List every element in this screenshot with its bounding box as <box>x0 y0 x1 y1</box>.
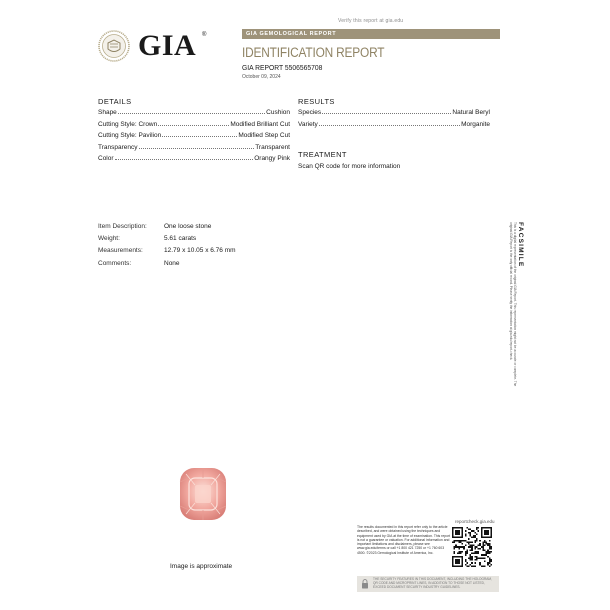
result-label: Species <box>298 109 322 116</box>
leader-dots <box>158 121 229 126</box>
detail-value: Modified Step Cut <box>238 132 290 140</box>
result-label: Variety <box>298 120 318 128</box>
results-list <box>298 109 490 132</box>
details-row <box>98 144 290 156</box>
details-row <box>98 155 290 167</box>
details-list <box>98 109 290 167</box>
detail-label: Color <box>98 155 114 163</box>
result-value: Morganite <box>461 120 490 128</box>
facsimile-title: FACSIMILE <box>517 222 524 268</box>
info-label: Measurements: <box>98 247 143 255</box>
details-row <box>98 121 290 133</box>
info-label: Comments: <box>98 259 132 267</box>
gia-seal-icon <box>98 30 130 62</box>
security-strip <box>357 576 499 592</box>
info-label: Weight: <box>98 235 120 243</box>
info-value: 5.61 carats <box>164 235 197 243</box>
info-value: One loose stone <box>164 223 212 230</box>
details-row <box>98 132 290 144</box>
info-row <box>98 223 236 235</box>
leader-dots <box>322 109 451 114</box>
results-row <box>298 109 490 121</box>
leader-dots <box>319 121 460 126</box>
facsimile-notice <box>498 222 524 390</box>
leader-dots <box>115 155 254 160</box>
detail-label: Cutting Style: Crown <box>98 120 158 128</box>
detail-value: Orangy Pink <box>254 155 290 163</box>
detail-value: Cushion <box>266 109 290 116</box>
security-text: THE SECURITY FEATURES IN THIS DOCUMENT, INCLUDING THE HOLOGRAM, QR CODE AND MICROPRINT LINES, IN ADDITION TO THOSE NOT LISTED, EXCEED DOCUMENT SECURITY INDUSTRY GUIDELINES. <box>373 577 492 589</box>
gia-wordmark: GIA <box>138 29 197 62</box>
lock-icon <box>361 579 369 589</box>
info-row <box>98 260 236 272</box>
info-value: None <box>164 259 180 267</box>
report-banner: GIA GEMOLOGICAL REPORT <box>242 29 500 39</box>
report-check-url[interactable]: reportcheck.gia.edu <box>455 519 495 524</box>
detail-label: Transparency <box>98 143 138 151</box>
facsimile-body: This is a digital representation of the original GIA Report. This representation might not be accurate or complete. The original GIA Report is the only official record. Please verify the information at gia.edu/report-check. <box>509 222 517 387</box>
registered-mark: ® <box>202 32 207 38</box>
details-heading: DETAILS <box>98 97 132 106</box>
footer-fine-print: The results documented in this report refer only to the article described, and were obtained using the techniques and equipment used by GIA at the time of examination. This report is not a guarantee or valuation. For additional information and important limitations and disclaimers, please see www.gia.edu/terms or call +1 800 421 7250 or +1 760 603 4500. ©2023 Gemological Institute of America, Inc. <box>357 525 451 555</box>
results-row <box>298 121 490 133</box>
details-row <box>98 109 290 121</box>
leader-dots <box>162 132 237 137</box>
gia-logo <box>98 30 208 62</box>
result-value: Natural Beryl <box>452 109 490 116</box>
image-caption: Image is approximate <box>170 563 233 570</box>
info-row <box>98 247 236 259</box>
leader-dots <box>118 109 265 114</box>
gem-image <box>178 466 228 522</box>
treatment-heading: TREATMENT <box>298 150 347 159</box>
report-date: October 09, 2024 <box>242 74 281 80</box>
verify-note: Verify this report at gia.edu <box>338 18 404 24</box>
info-value: 12.79 x 10.05 x 6.76 mm <box>164 247 236 255</box>
report-title: IDENTIFICATION REPORT <box>242 45 385 60</box>
item-info <box>98 223 236 272</box>
report-number: GIA REPORT 5506565708 <box>242 63 323 72</box>
leader-dots <box>139 144 255 149</box>
info-label: Item Description: <box>98 223 147 230</box>
gem-cushion-icon <box>178 466 228 522</box>
detail-value: Modified Brilliant Cut <box>230 120 290 128</box>
info-row <box>98 235 236 247</box>
detail-label: Cutting Style: Pavilion <box>98 132 162 140</box>
detail-value: Transparent <box>255 143 290 151</box>
treatment-note: Scan QR code for more information <box>298 163 401 170</box>
detail-label: Shape <box>98 109 117 116</box>
results-heading: RESULTS <box>298 97 335 106</box>
facsimile-text <box>509 222 524 390</box>
qr-code-icon[interactable] <box>452 527 492 567</box>
